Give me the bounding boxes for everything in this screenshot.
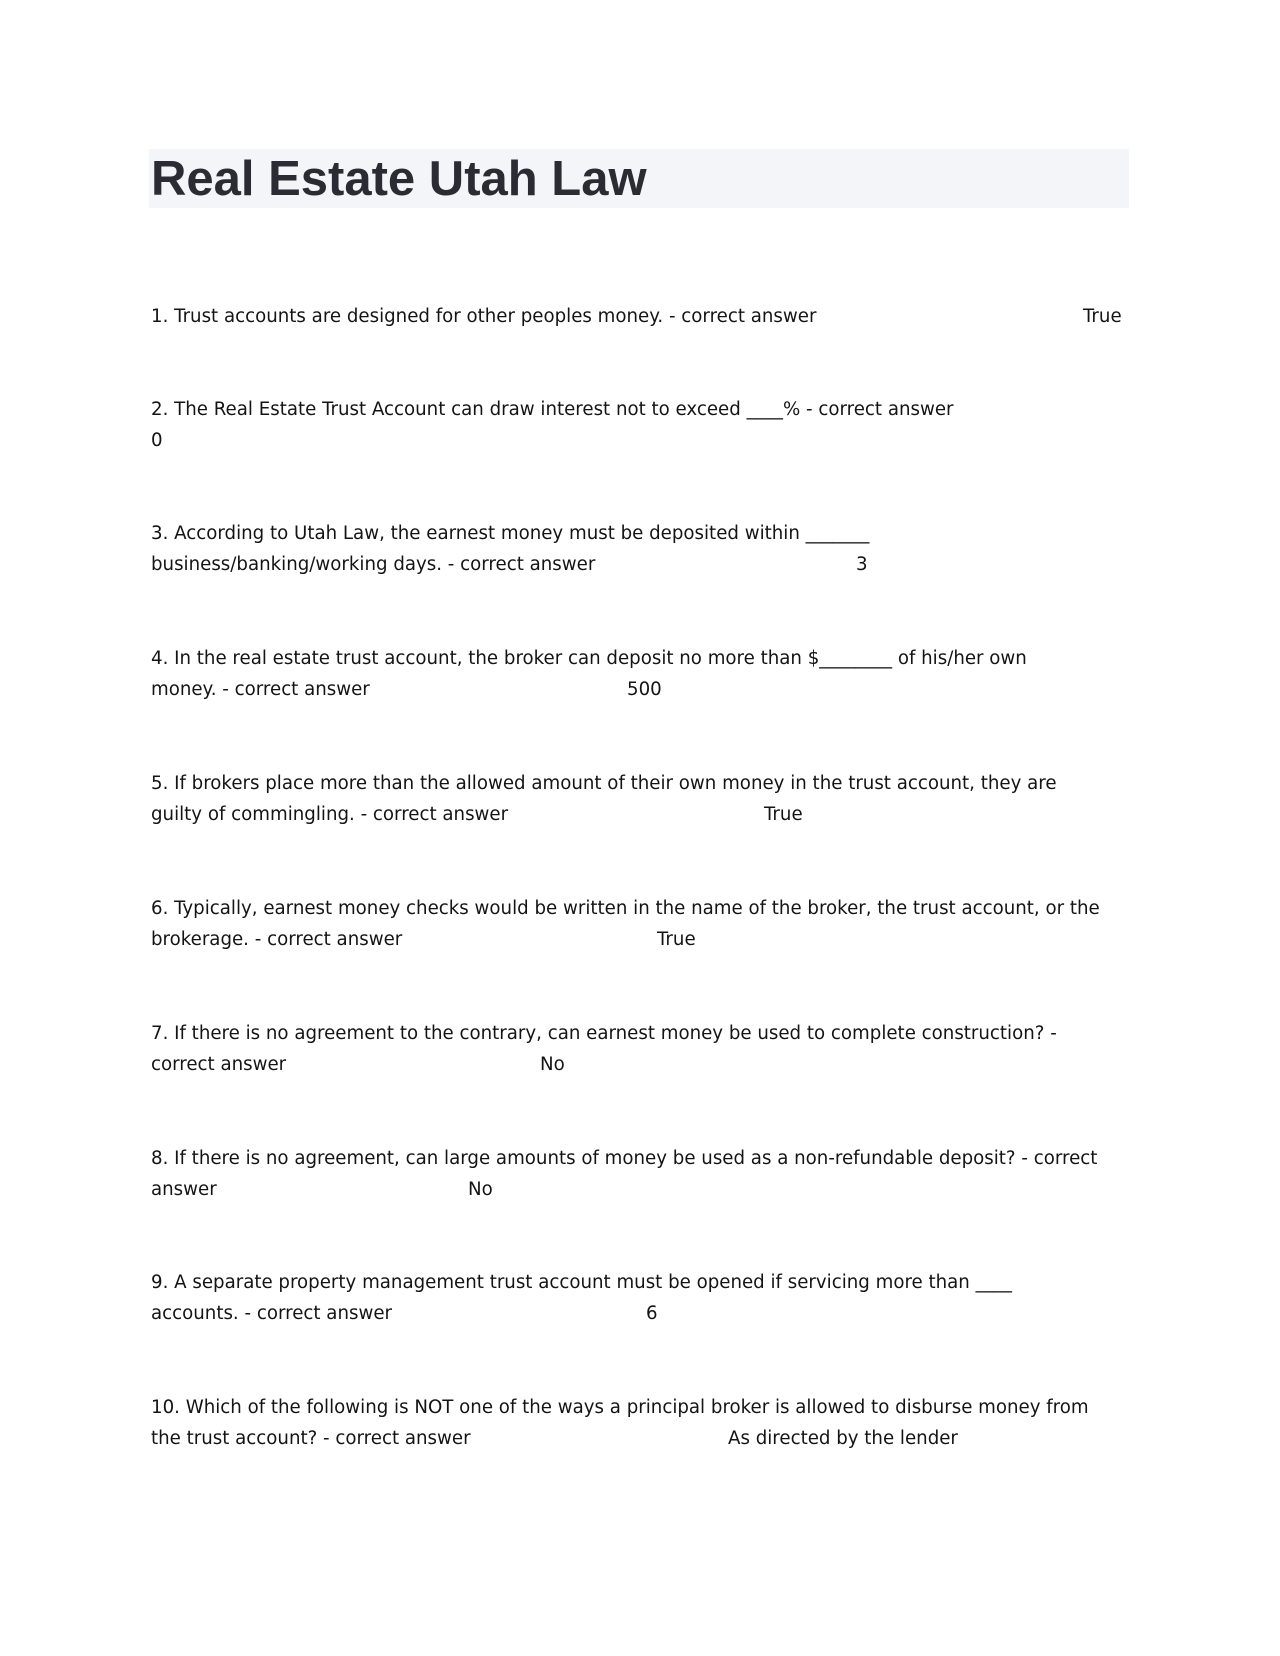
question-line <box>151 1144 1131 1175</box>
question-item <box>151 1393 1131 1454</box>
answer-text: True <box>657 928 696 950</box>
question-line <box>151 675 1131 706</box>
answer-text: As directed by the lender <box>728 1427 958 1449</box>
question-line <box>151 1393 1131 1424</box>
question-text: 10. Which of the following is NOT one of the ways a principal broker is allowed to disburse money from <box>151 1397 1089 1418</box>
question-line <box>151 1268 1131 1299</box>
question-item <box>151 894 1131 955</box>
question-line <box>151 550 1131 581</box>
question-item <box>151 769 1131 830</box>
question-line <box>151 1299 1131 1330</box>
answer-text: No <box>468 1178 493 1200</box>
question-text-continued: correct answer <box>151 1053 287 1075</box>
question-line <box>151 395 1131 426</box>
question-item <box>151 1019 1131 1080</box>
question-line <box>151 769 1131 800</box>
question-line <box>151 925 1131 956</box>
question-item <box>151 519 1131 580</box>
question-line <box>151 1424 1131 1455</box>
question-text-continued: business/banking/working days. - correct answer <box>151 553 596 575</box>
question-line <box>151 302 1131 333</box>
question-line <box>151 1175 1131 1206</box>
question-text-continued: answer <box>151 1178 217 1200</box>
answer-text: True <box>1083 306 1122 327</box>
question-text-continued: brokerage. - correct answer <box>151 928 403 950</box>
answer-text: 0 <box>151 429 163 451</box>
question-text: 9. A separate property management trust account must be opened if servicing more than ____ <box>151 1272 1012 1293</box>
question-text: 2. The Real Estate Trust Account can draw interest not to exceed ____% - correct answer <box>151 399 954 420</box>
question-text: 5. If brokers place more than the allowed amount of their own money in the trust account, they are <box>151 773 1057 794</box>
question-text: 8. If there is no agreement, can large amounts of money be used as a non-refundable deposit? - correct <box>151 1148 1098 1169</box>
answer-text: No <box>540 1053 565 1075</box>
answer-text: True <box>764 803 803 825</box>
question-line <box>151 519 1131 550</box>
question-text-continued: accounts. - correct answer <box>151 1302 392 1324</box>
question-line <box>151 426 1131 457</box>
question-text: 1. Trust accounts are designed for other peoples money. - correct answer <box>151 306 817 327</box>
question-text: 6. Typically, earnest money checks would be written in the name of the broker, the trust account, or the <box>151 898 1100 919</box>
question-item <box>151 1268 1131 1329</box>
answer-text: 500 <box>627 678 662 700</box>
question-line <box>151 1050 1131 1081</box>
answer-text: 3 <box>856 553 868 575</box>
question-item <box>151 1144 1131 1205</box>
question-item <box>151 302 1131 333</box>
question-item <box>151 644 1131 705</box>
question-text-continued: guilty of commingling. - correct answer <box>151 803 509 825</box>
question-text: 7. If there is no agreement to the contrary, can earnest money be used to complete construction? - <box>151 1023 1057 1044</box>
question-line <box>151 644 1131 675</box>
question-text-continued: the trust account? - correct answer <box>151 1427 471 1449</box>
answer-text: 6 <box>646 1302 658 1324</box>
question-text: 4. In the real estate trust account, the broker can deposit no more than $________ of his/her own <box>151 648 1027 669</box>
question-line <box>151 1019 1131 1050</box>
question-line <box>151 894 1131 925</box>
question-line <box>151 800 1131 831</box>
question-text-continued: money. - correct answer <box>151 678 370 700</box>
question-text: 3. According to Utah Law, the earnest money must be deposited within _______ <box>151 523 870 544</box>
question-item <box>151 395 1131 456</box>
document-title: Real Estate Utah Law <box>151 152 647 206</box>
